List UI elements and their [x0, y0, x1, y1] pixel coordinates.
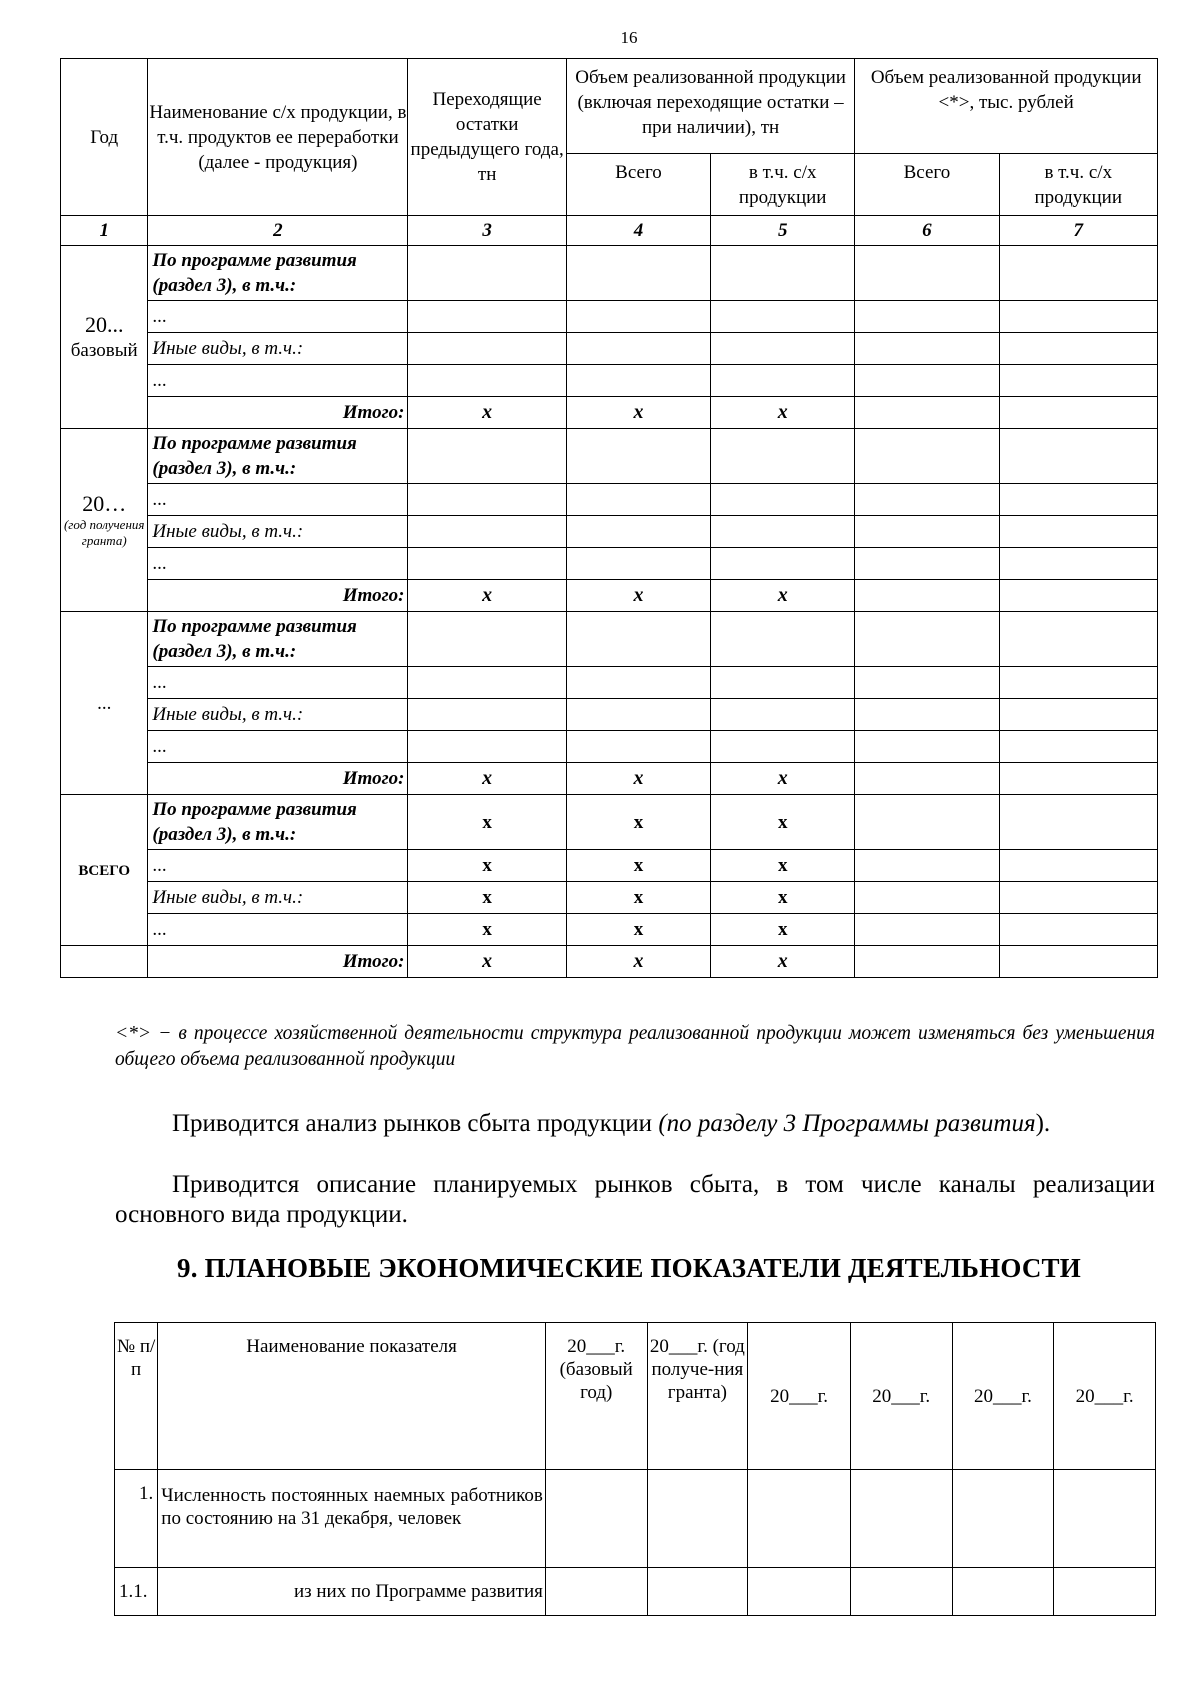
x-mark: x [711, 397, 855, 429]
x-mark: x [711, 795, 855, 850]
x-mark: x [566, 850, 710, 882]
paragraph-markets-analysis [115, 1109, 1155, 1139]
row-number: 1. [115, 1470, 158, 1568]
col-header-carryover: Переходящие остатки предыдущего года, тн [408, 59, 566, 216]
row-label-dots: ... [148, 301, 408, 333]
col-number: 1 [61, 216, 148, 246]
year-cell-other [61, 612, 148, 795]
year-label: 20... [84, 311, 124, 337]
col-header-volume-tn: Объем реализованной продукции (включая переходящие остатки – при наличии), тн [566, 59, 854, 154]
col-header-year: 20___г. [850, 1323, 952, 1470]
x-mark: x [711, 580, 855, 612]
col-header-grant-year: 20___г. (год получе-ния гранта) [647, 1323, 748, 1470]
x-mark: x [566, 795, 710, 850]
row-label-dots: ... [148, 548, 408, 580]
row-label-dots: ... [148, 914, 408, 946]
row-label-dots: ... [148, 731, 408, 763]
year-cell-base [61, 246, 148, 429]
col-header-base-year: 20___г. (базовый год) [545, 1323, 647, 1470]
col-header-incl-sx-tn: в т.ч. с/х продукции [711, 154, 855, 216]
empty-year-cell [61, 946, 148, 978]
x-mark: x [711, 882, 855, 914]
row-number: 1.1. [115, 1568, 158, 1616]
row-label-itogo: Итого: [148, 397, 408, 429]
col-header-num: № п/п [115, 1323, 158, 1470]
row-label-other: Иные виды, в т.ч.: [148, 699, 408, 731]
col-number: 7 [999, 216, 1157, 246]
x-mark: x [408, 882, 566, 914]
x-mark: x [566, 882, 710, 914]
year-cell-total [61, 795, 148, 946]
year-label: ... [97, 692, 112, 714]
col-header-total-rub: Всего [855, 154, 999, 216]
col-header-total-tn: Всего [566, 154, 710, 216]
year-label: ВСЕГО [78, 862, 131, 879]
col-number: 3 [408, 216, 566, 246]
x-mark: x [566, 946, 710, 978]
year-cell-grant [61, 429, 148, 612]
x-mark: x [408, 763, 566, 795]
year-note: базовый [70, 339, 138, 361]
col-header-name: Наименование с/х продукции, в т.ч. продуктов ее переработки (далее - продукция) [148, 59, 408, 216]
row-label-itogo: Итого: [148, 580, 408, 612]
x-mark: x [711, 763, 855, 795]
row-label-dots: ... [148, 365, 408, 397]
row-label-other: Иные виды, в т.ч.: [148, 882, 408, 914]
x-mark: x [408, 580, 566, 612]
indicator-name: Численность постоянных наемных работников по состоянию на 31 декабря, человек [158, 1470, 546, 1568]
col-header-year: 20___г. [1054, 1323, 1156, 1470]
col-number: 2 [148, 216, 408, 246]
footnote: <*> − в процессе хозяйственной деятельности структура реализованной продукции может изменяться без уменьшения общего объема реализованной продукции [115, 1023, 1155, 1070]
paragraph-text: Приводится анализ рынков сбыта продукции [172, 1110, 659, 1137]
x-mark: x [566, 580, 710, 612]
x-mark: x [711, 914, 855, 946]
col-header-year: 20___г. [952, 1323, 1054, 1470]
col-number: 6 [855, 216, 999, 246]
row-label-program: По программе развития (раздел 3), в т.ч.: [148, 429, 408, 484]
x-mark: x [408, 795, 566, 850]
row-label-program: По программе развития (раздел 3), в т.ч.: [148, 612, 408, 667]
row-label-itogo: Итого: [148, 946, 408, 978]
year-label: 20… [82, 491, 127, 516]
indicator-name: из них по Программе развития [158, 1568, 546, 1616]
row-label-dots: ... [148, 484, 408, 516]
col-header-volume-rub: Объем реализованной продукции <*>, тыс. рублей [855, 59, 1158, 154]
x-mark: x [566, 763, 710, 795]
row-label-other: Иные виды, в т.ч.: [148, 516, 408, 548]
col-number: 5 [711, 216, 855, 246]
row-label-itogo: Итого: [148, 763, 408, 795]
row-label-dots: ... [148, 850, 408, 882]
year-note: (год получения гранта) [63, 517, 145, 548]
page-number: 16 [620, 28, 638, 47]
row-label-program: По программе развития (раздел 3), в т.ч.: [148, 246, 408, 301]
x-mark: x [566, 914, 710, 946]
economic-indicators-table [114, 1322, 1156, 1616]
col-header-year: 20___г. [748, 1323, 851, 1470]
sales-volume-table [60, 58, 1158, 978]
x-mark: x [566, 397, 710, 429]
paragraph-italic: (по разделу 3 Программы развития [658, 1110, 1036, 1137]
col-header-year: Год [61, 59, 148, 216]
row-label-program: По программе развития (раздел 3), в т.ч.: [148, 795, 408, 850]
col-header-indicator: Наименование показателя [158, 1323, 546, 1470]
col-header-incl-sx-rub: в т.ч. с/х продукции [999, 154, 1157, 216]
row-label-dots: ... [148, 667, 408, 699]
x-mark: x [711, 850, 855, 882]
x-mark: x [711, 946, 855, 978]
x-mark: x [408, 946, 566, 978]
col-number: 4 [566, 216, 710, 246]
paragraph-end: ). [1035, 1110, 1051, 1137]
row-label-other: Иные виды, в т.ч.: [148, 333, 408, 365]
x-mark: x [408, 914, 566, 946]
paragraph-planned-markets: Приводится описание планируемых рынков сбыта, в том числе каналы реализации основного вида продукции. [115, 1171, 1155, 1228]
section-title: 9. ПЛАНОВЫЕ ЭКОНОМИЧЕСКИЕ ПОКАЗАТЕЛИ ДЕЯТЕЛЬНОСТИ [177, 1253, 1081, 1283]
x-mark: x [408, 850, 566, 882]
x-mark: x [408, 397, 566, 429]
